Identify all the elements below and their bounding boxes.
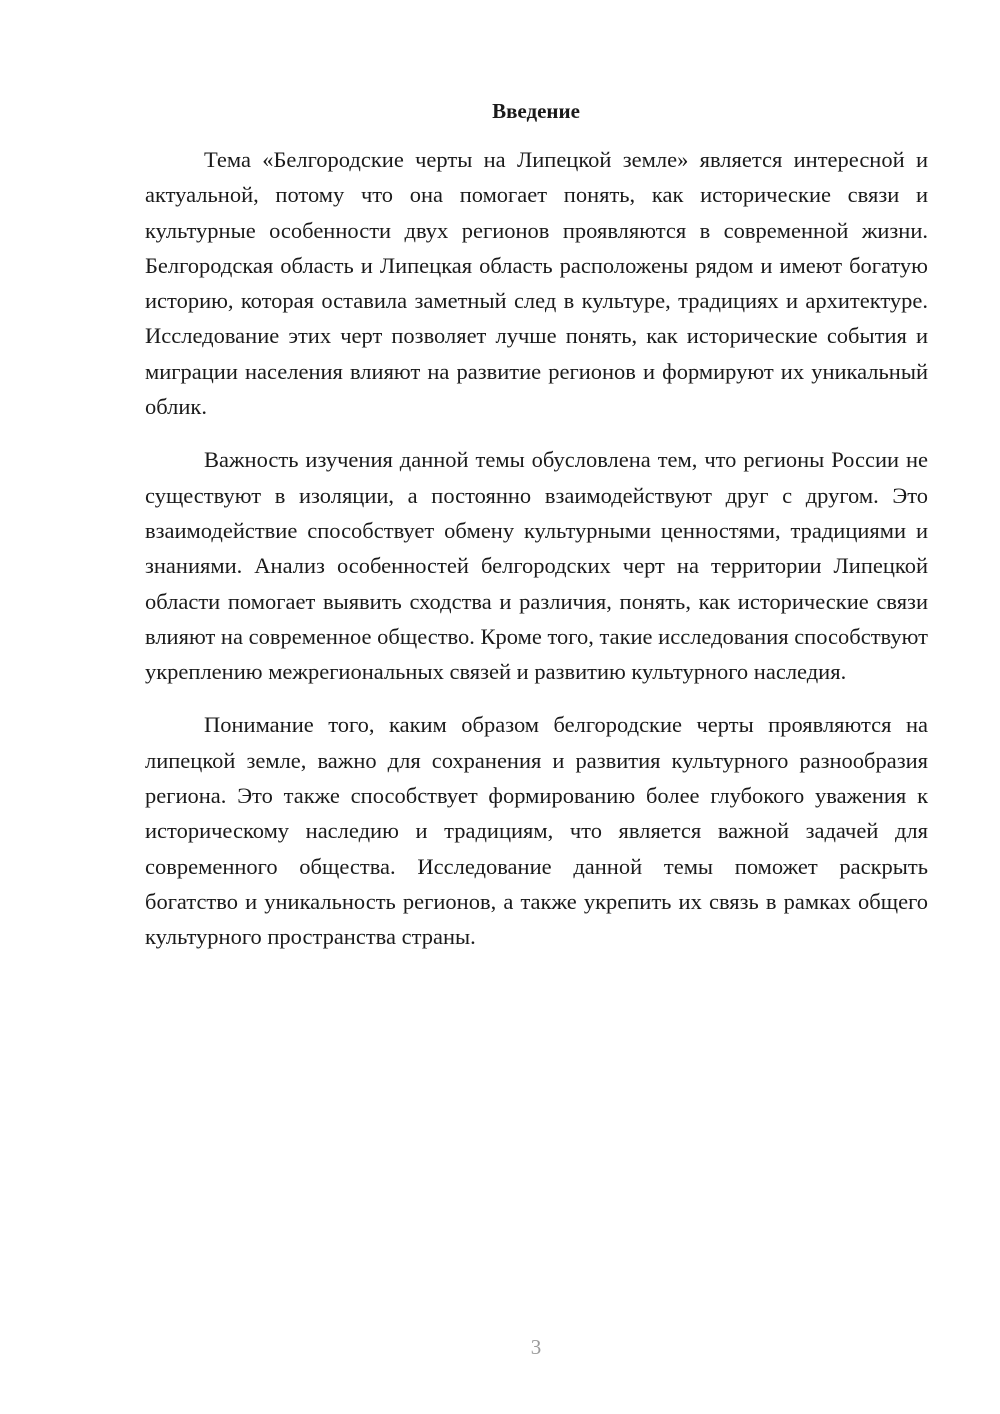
section-heading: Введение [492,99,580,123]
paragraph-3: Понимание того, каким образом белгородские черты проявляются на липецкой земле, важно для сохранения и развития культурного разнообразия региона. Это также способствует формированию более глубокого уважения к историческому наследию и традициям, что является важной задачей для современного общества. Исследование данной темы поможет раскрыть богатство и уникальность регионов, а также укрепить их связь в рамках общего культурного пространства страны. [145,712,928,950]
paragraph-2: Важность изучения данной темы обусловлена тем, что регионы России не существуют в изоляции, а постоянно взаимодействуют друг с другом. Это взаимодействие способствует обмену культурными ценностями, традициями и знаниями. Анализ особенностей белгородских черт на территории Липецкой области помогает выявить сходства и различия, понять, как исторические связи влияют на современное общество. Кроме того, такие исследования способствуют укреплению межрегиональных связей и развитию культурного наследия. [145,447,928,685]
body-text [145,142,928,973]
page-number: 3 [530,1335,542,1359]
paragraph-1: Тема «Белгородские черты на Липецкой земле» является интересной и актуальной, потому что она помогает понять, как исторические связи и культурные особенности двух регионов проявляются в современной жизни. Белгородская область и Липецкая область расположены рядом и имеют богатую историю, которая оставила заметный след в культуре, традициях и архитектуре. Исследование этих черт позволяет лучше понять, как исторические события и миграции населения влияют на развитие регионов и формируют их уникальный облик. [145,147,928,420]
